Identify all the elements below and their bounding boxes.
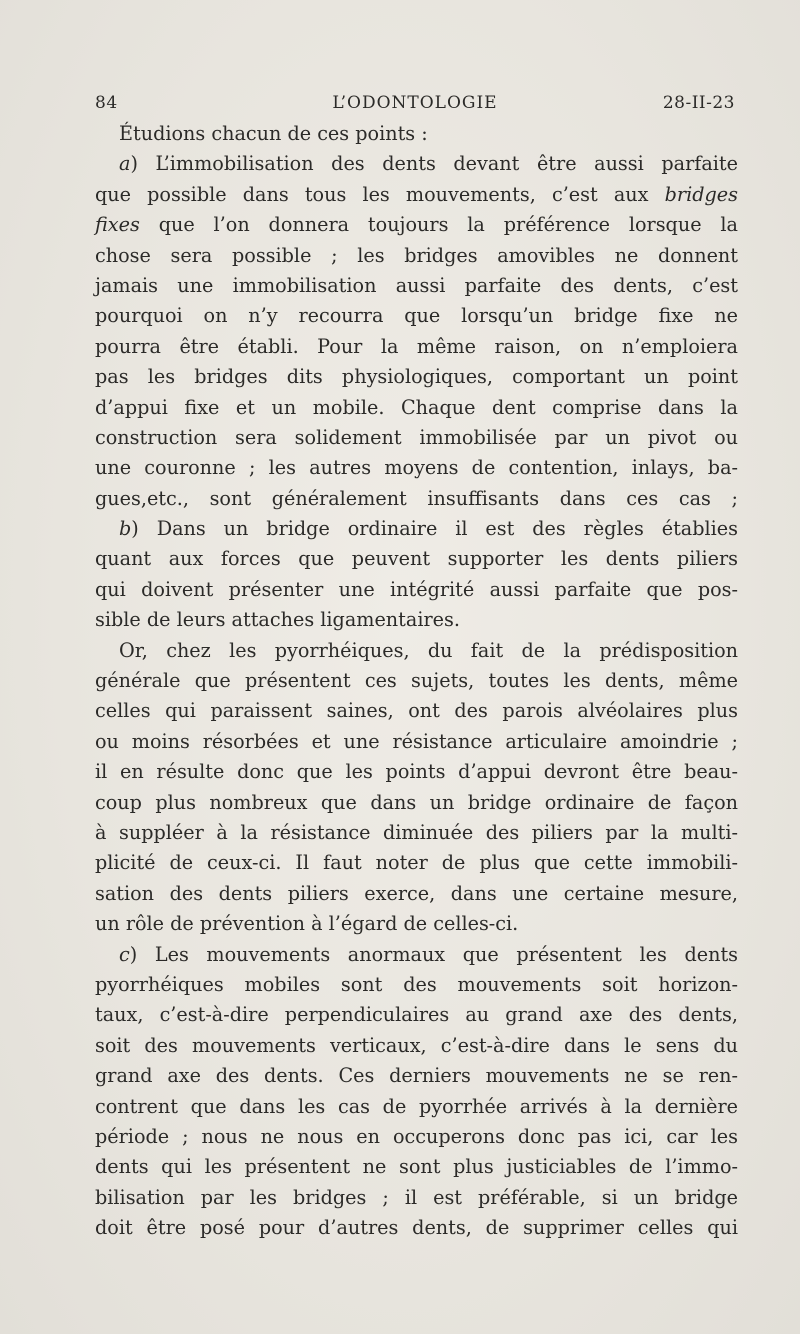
body-text (95, 119, 738, 1243)
text-line: bilisation par les bridges ; il est préférable, si un bridge (95, 1185, 738, 1209)
text-line: qui doivent présenter une intégrité aussi parfaite que pos- (95, 577, 738, 601)
text-line: pas les bridges dits physiologiques, comportant un point (95, 365, 738, 389)
running-header (95, 93, 735, 119)
text-line: taux, c’est-à-dire perpendiculaires au grand axe des dents, (95, 1003, 738, 1027)
text-line: une couronne ; les autres moyens de contention, inlays, ba- (95, 456, 738, 480)
text-line: un rôle de prévention à l’égard de celles-ci. (95, 912, 519, 936)
text-line: chose sera possible ; les bridges amovibles ne donnent (95, 243, 738, 267)
text-line: ou moins résorbées et une résistance articulaire amoindrie ; (95, 729, 738, 753)
text-line: c) Les mouvements anormaux que présentent les dents (119, 942, 738, 966)
page-number: 84 (95, 93, 118, 113)
text-line: sible de leurs attaches ligamentaires. (95, 608, 460, 632)
text-line: celles qui paraissent saines, ont des parois alvéolaires plus (95, 699, 738, 723)
text-line: grand axe des dents. Ces derniers mouvements ne se ren- (95, 1064, 738, 1088)
text-line: construction sera solidement immobilisée par un pivot ou (95, 425, 738, 449)
text-line: coup plus nombreux que dans un bridge ordinaire de façon (95, 790, 738, 814)
text-line: Or, chez les pyorrhéiques, du fait de la prédisposition (119, 638, 738, 662)
text-line: que possible dans tous les mouvements, c’est aux bridges (95, 182, 738, 206)
text-line: plicité de ceux-ci. Il faut noter de plus que cette immobili- (95, 851, 738, 875)
text-line: pyorrhéiques mobiles sont des mouvements soit horizon- (95, 972, 738, 996)
text-line: d’appui fixe et un mobile. Chaque dent comprise dans la (95, 395, 738, 419)
text-line: a) L’immobilisation des dents devant être aussi parfaite (119, 152, 738, 176)
text-line: il en résulte donc que les points d’appui devront être beau- (95, 760, 738, 784)
text-line: pourquoi on n’y recourra que lorsqu’un bridge fixe ne (95, 304, 738, 328)
text-line: période ; nous ne nous en occuperons donc pas ici, car les (95, 1124, 738, 1148)
text-line: jamais une immobilisation aussi parfaite des dents, c’est (95, 273, 738, 297)
text-line: pourra être établi. Pour la même raison, on n’emploiera (95, 334, 738, 358)
text-line: Étudions chacun de ces points : (119, 122, 428, 145)
text-line: b) Dans un bridge ordinaire il est des règles établies (119, 517, 738, 541)
text-line: quant aux forces que peuvent supporter les dents piliers (95, 547, 738, 571)
issue-date: 28-II-23 (662, 93, 735, 113)
text-line: doit être posé pour d’autres dents, de supprimer celles qui (95, 1216, 738, 1240)
text-line: fixes que l’on donnera toujours la préférence lorsque la (95, 213, 738, 237)
text-line: dents qui les présentent ne sont plus justiciables de l’immo- (95, 1155, 738, 1179)
text-line: à suppléer à la résistance diminuée des piliers par la multi- (95, 820, 738, 844)
text-line: sation des dents piliers exerce, dans une certaine mesure, (95, 881, 738, 905)
text-line: gues,etc., sont généralement insuffisants dans ces cas ; (95, 486, 738, 510)
text-line: soit des mouvements verticaux, c’est-à-dire dans le sens du (95, 1033, 738, 1057)
journal-title: L’ODONTOLOGIE (332, 93, 498, 113)
text-line: contrent que dans les cas de pyorrhée arrivés à la dernière (95, 1094, 738, 1118)
text-line: générale que présentent ces sujets, toutes les dents, même (95, 669, 738, 693)
